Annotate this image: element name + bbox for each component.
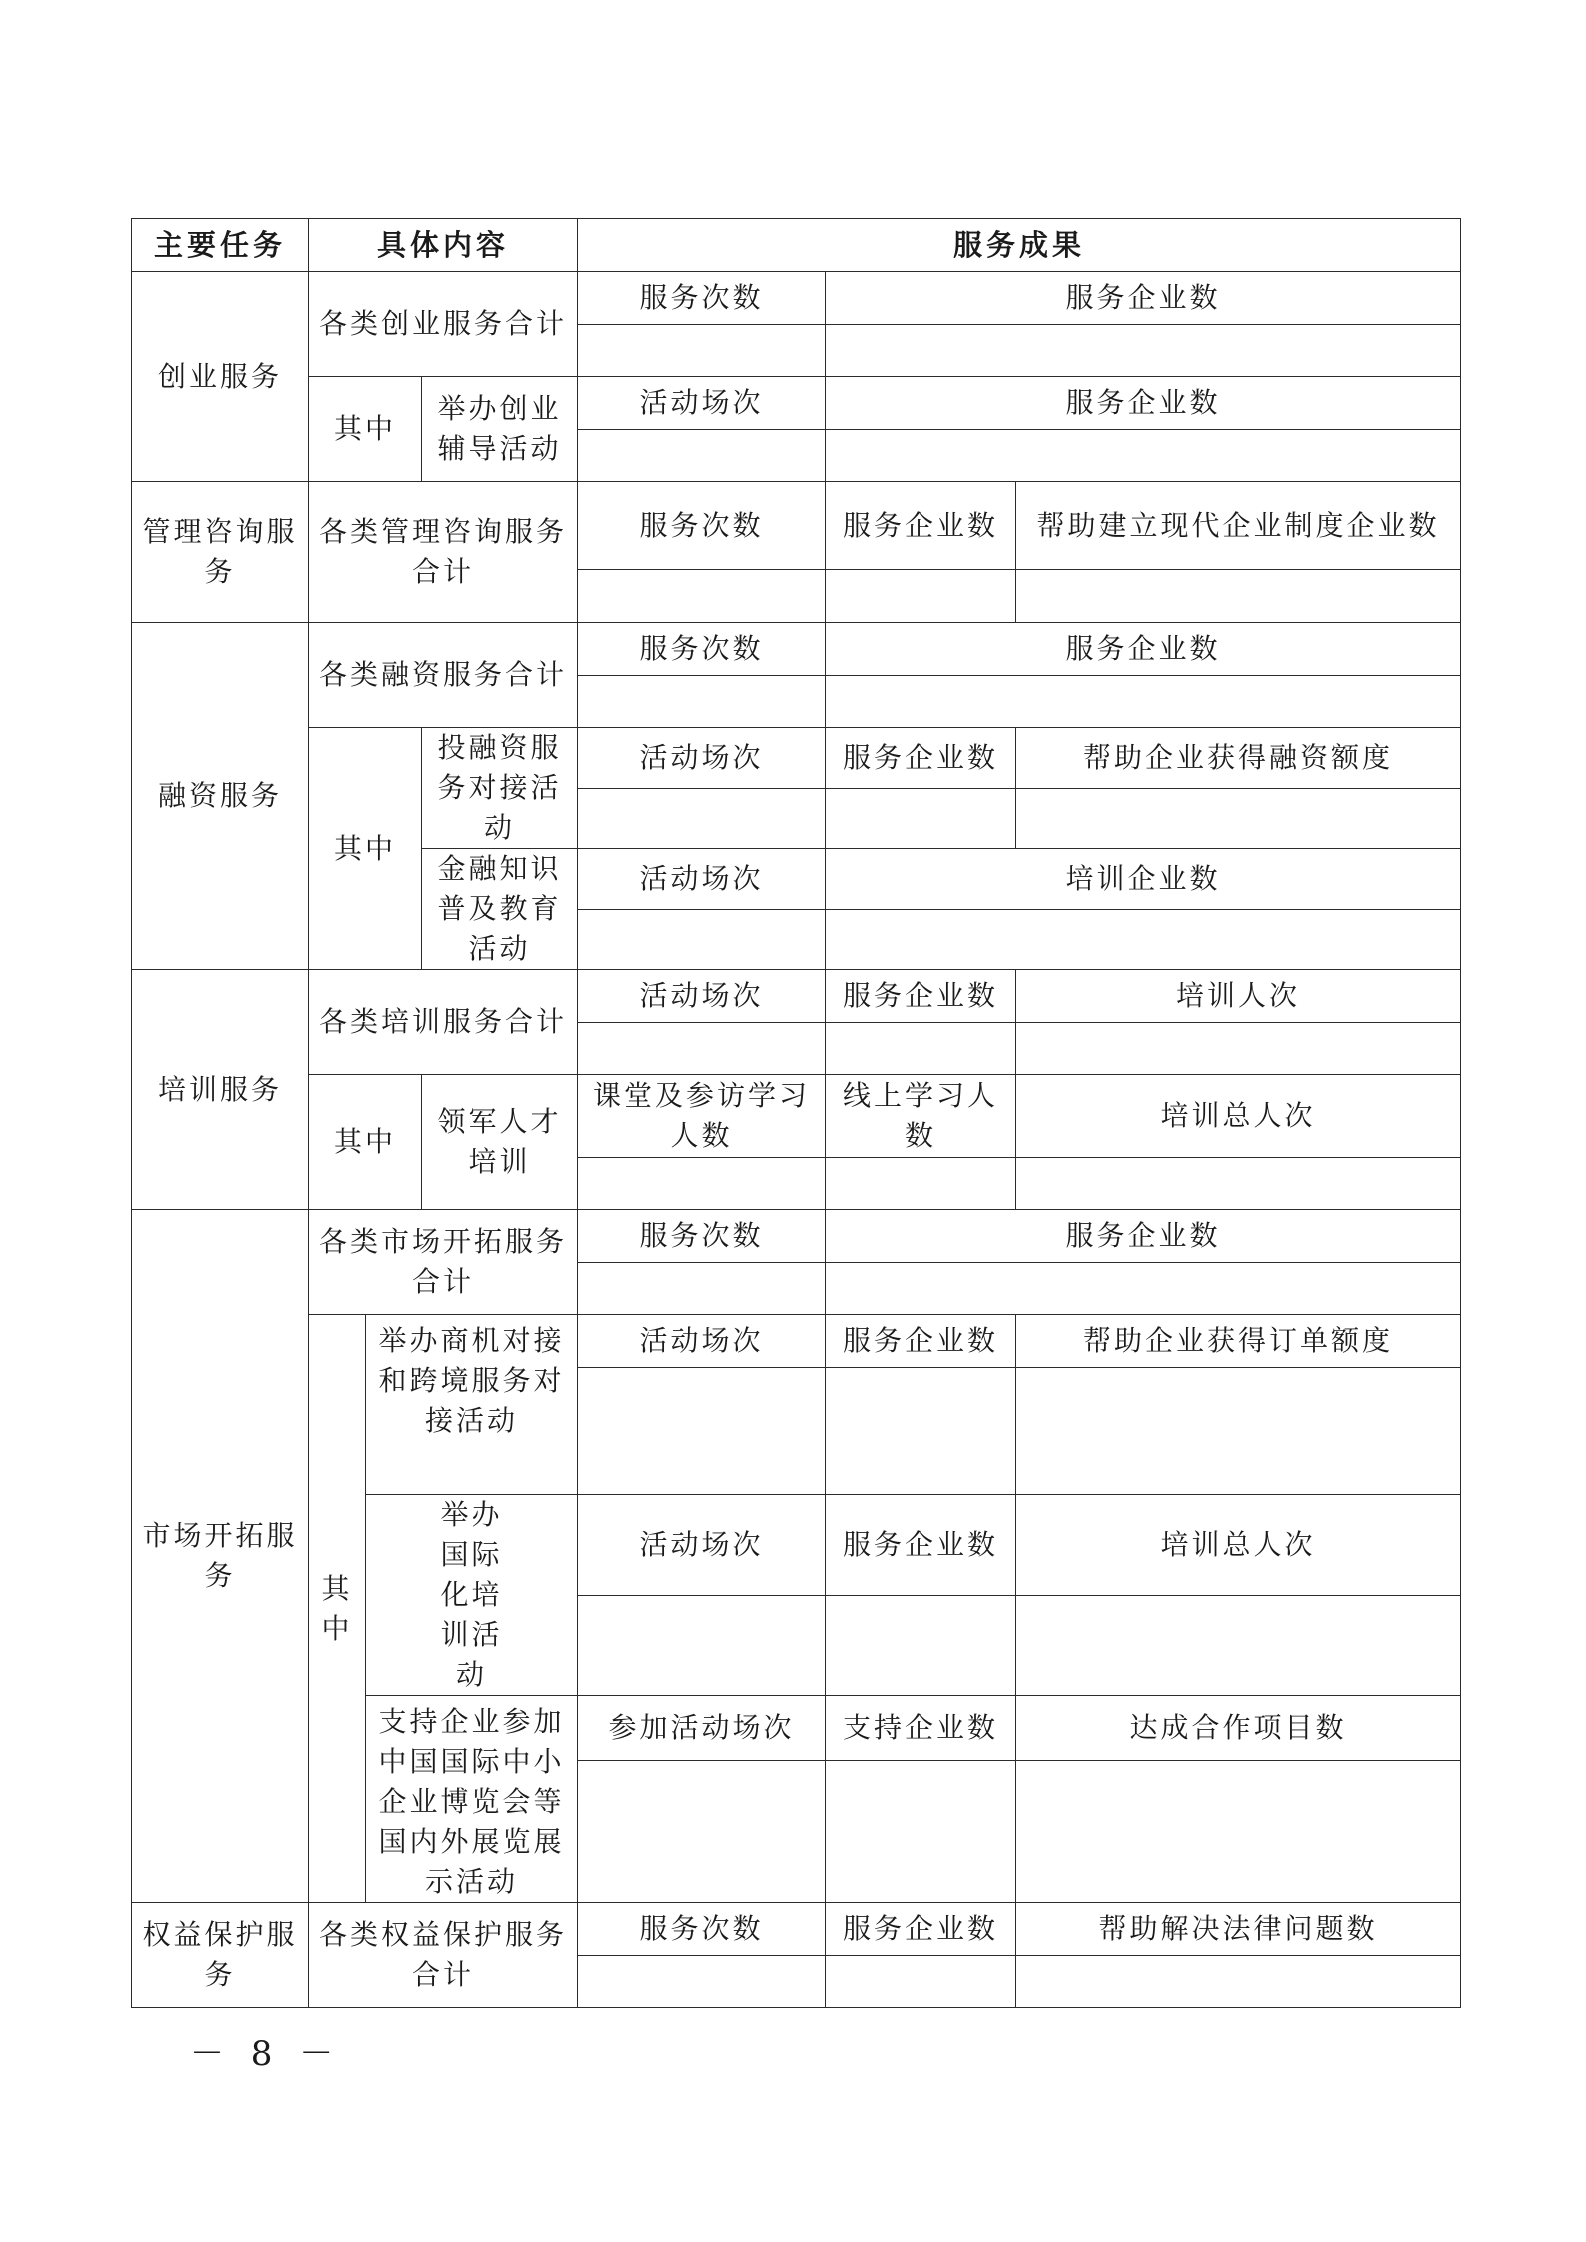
market-sub-label: 其中	[309, 1315, 366, 1903]
training-item-metric-3: 培训总人次	[1016, 1075, 1461, 1158]
rights-total-label: 各类权益保护服务合计	[309, 1903, 578, 2008]
finance-item2-metric-2: 培训企业数	[826, 849, 1461, 910]
finance-item2-value-1[interactable]	[578, 910, 826, 970]
training-total-metric-2: 服务企业数	[826, 970, 1016, 1023]
startup-total-label: 各类创业服务合计	[309, 272, 578, 377]
market-item3-value-1[interactable]	[578, 1761, 826, 1903]
task-startup: 创业服务	[132, 272, 309, 482]
header-content: 具体内容	[309, 219, 578, 272]
market-item3-metric-3: 达成合作项目数	[1016, 1696, 1461, 1761]
market-total-metric-2: 服务企业数	[826, 1210, 1461, 1263]
consult-value-2[interactable]	[826, 570, 1016, 623]
task-finance: 融资服务	[132, 623, 309, 970]
market-total-value-1[interactable]	[578, 1263, 826, 1315]
finance-item-2: 金融知识普及教育活动	[422, 849, 578, 970]
startup-sub-label: 其中	[309, 377, 422, 482]
task-rights: 权益保护服务	[132, 1903, 309, 2008]
market-total-metric-1: 服务次数	[578, 1210, 826, 1263]
header-task: 主要任务	[132, 219, 309, 272]
training-total-value-2[interactable]	[826, 1023, 1016, 1075]
training-total-metric-1: 活动场次	[578, 970, 826, 1023]
market-item3-value-2[interactable]	[826, 1761, 1016, 1903]
rights-metric-1: 服务次数	[578, 1903, 826, 1956]
startup-sub-metric-2: 服务企业数	[826, 377, 1461, 430]
market-total-value-2[interactable]	[826, 1263, 1461, 1315]
rights-value-2[interactable]	[826, 1956, 1016, 2008]
training-item-value-1[interactable]	[578, 1158, 826, 1210]
finance-item1-metric-2: 服务企业数	[826, 728, 1016, 789]
page-number: － 8 －	[190, 2034, 342, 2074]
market-item2-metric-2: 服务企业数	[826, 1495, 1016, 1596]
finance-item1-metric-1: 活动场次	[578, 728, 826, 789]
market-item2-value-2[interactable]	[826, 1596, 1016, 1696]
consult-value-3[interactable]	[1016, 570, 1461, 623]
finance-total-value-2[interactable]	[826, 676, 1461, 728]
rights-value-3[interactable]	[1016, 1956, 1461, 2008]
rights-metric-3: 帮助解决法律问题数	[1016, 1903, 1461, 1956]
market-item2-metric-3: 培训总人次	[1016, 1495, 1461, 1596]
training-item-value-2[interactable]	[826, 1158, 1016, 1210]
training-item: 领军人才培训	[422, 1075, 578, 1210]
consult-total-label: 各类管理咨询服务合计	[309, 482, 578, 623]
market-total-label: 各类市场开拓服务合计	[309, 1210, 578, 1315]
finance-item1-metric-3: 帮助企业获得融资额度	[1016, 728, 1461, 789]
finance-item-1: 投融资服务对接活动	[422, 728, 578, 849]
training-total-metric-3: 培训人次	[1016, 970, 1461, 1023]
training-total-value-1[interactable]	[578, 1023, 826, 1075]
startup-total-metric-1: 服务次数	[578, 272, 826, 325]
finance-sub-label: 其中	[309, 728, 422, 970]
consult-metric-1: 服务次数	[578, 482, 826, 570]
finance-total-label: 各类融资服务合计	[309, 623, 578, 728]
market-item3-metric-2: 支持企业数	[826, 1696, 1016, 1761]
startup-sub-metric-1: 活动场次	[578, 377, 826, 430]
header-row	[132, 219, 1461, 272]
finance-total-metric-1: 服务次数	[578, 623, 826, 676]
consult-value-1[interactable]	[578, 570, 826, 623]
market-item2-metric-1: 活动场次	[578, 1495, 826, 1596]
finance-item1-value-1[interactable]	[578, 789, 826, 849]
task-market: 市场开拓服务	[132, 1210, 309, 1903]
consult-metric-3: 帮助建立现代企业制度企业数	[1016, 482, 1461, 570]
training-item-metric-1: 课堂及参访学习人数	[578, 1075, 826, 1158]
market-item1-metric-2: 服务企业数	[826, 1315, 1016, 1368]
market-item1-value-2[interactable]	[826, 1368, 1016, 1495]
service-results-table	[131, 218, 1461, 2008]
training-item-value-3[interactable]	[1016, 1158, 1461, 1210]
startup-sub-item: 举办创业辅导活动	[422, 377, 578, 482]
finance-total-metric-2: 服务企业数	[826, 623, 1461, 676]
startup-sub-value-2[interactable]	[826, 430, 1461, 482]
finance-item2-metric-1: 活动场次	[578, 849, 826, 910]
task-consult: 管理咨询服务	[132, 482, 309, 623]
market-item2-value-3[interactable]	[1016, 1596, 1461, 1696]
finance-item2-value-2[interactable]	[826, 910, 1461, 970]
training-sub-label: 其中	[309, 1075, 422, 1210]
finance-item1-value-2[interactable]	[826, 789, 1016, 849]
market-item-1: 举办商机对接和跨境服务对接活动	[366, 1315, 578, 1495]
market-item1-metric-3: 帮助企业获得订单额度	[1016, 1315, 1461, 1368]
header-result: 服务成果	[578, 219, 1461, 272]
finance-total-value-1[interactable]	[578, 676, 826, 728]
startup-total-value-1[interactable]	[578, 325, 826, 377]
consult-metric-2: 服务企业数	[826, 482, 1016, 570]
finance-item1-value-3[interactable]	[1016, 789, 1461, 849]
market-item1-value-1[interactable]	[578, 1368, 826, 1495]
rights-metric-2: 服务企业数	[826, 1903, 1016, 1956]
market-item3-value-3[interactable]	[1016, 1761, 1461, 1903]
market-item3-metric-1: 参加活动场次	[578, 1696, 826, 1761]
training-total-value-3[interactable]	[1016, 1023, 1461, 1075]
startup-sub-value-1[interactable]	[578, 430, 826, 482]
startup-total-value-2[interactable]	[826, 325, 1461, 377]
market-item2-value-1[interactable]	[578, 1596, 826, 1696]
task-training: 培训服务	[132, 970, 309, 1210]
rights-value-1[interactable]	[578, 1956, 826, 2008]
training-total-label: 各类培训服务合计	[309, 970, 578, 1075]
startup-total-metric-2: 服务企业数	[826, 272, 1461, 325]
market-item1-value-3[interactable]	[1016, 1368, 1461, 1495]
market-item-2: 举办国际化培训活动	[366, 1495, 578, 1696]
training-item-metric-2: 线上学习人数	[826, 1075, 1016, 1158]
market-item1-metric-1: 活动场次	[578, 1315, 826, 1368]
market-item-3: 支持企业参加中国国际中小企业博览会等国内外展览展示活动	[366, 1696, 578, 1903]
